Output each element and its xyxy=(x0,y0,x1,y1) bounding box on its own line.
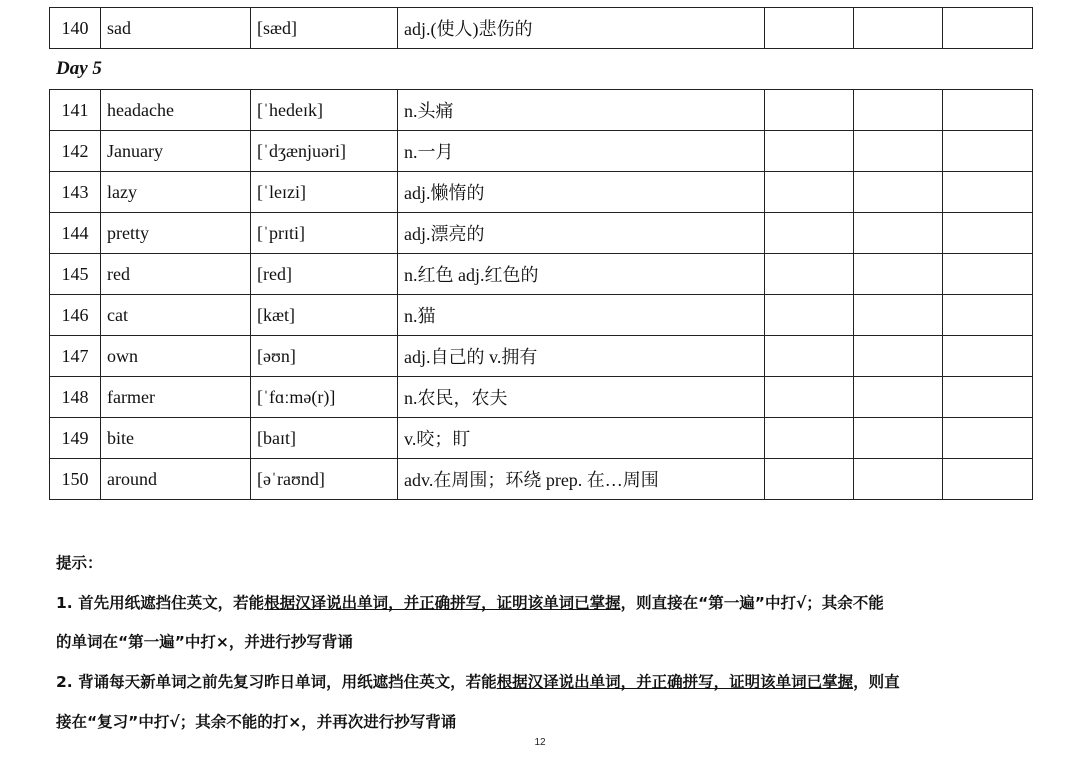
check-cell xyxy=(943,172,1033,213)
row-word: farmer xyxy=(101,377,251,418)
row-word: headache xyxy=(101,90,251,131)
check-cell xyxy=(854,213,943,254)
check-cell xyxy=(765,377,854,418)
check-cell xyxy=(765,459,854,500)
row-phonetic: [red] xyxy=(251,254,398,295)
page-number: 12 xyxy=(534,737,546,748)
row-phonetic: [əʊn] xyxy=(251,336,398,377)
row-phonetic: [sæd] xyxy=(251,8,398,49)
note-1-prefix: 1. 首先用纸遮挡住英文，若能 xyxy=(56,594,265,612)
row-word: pretty xyxy=(101,213,251,254)
check-cell xyxy=(765,295,854,336)
row-meaning: adj.漂亮的 xyxy=(398,213,765,254)
note-1-line-2: 的单词在“第一遍”中打×，并进行抄写背诵 xyxy=(56,633,353,651)
table-row xyxy=(50,8,1033,49)
check-cell xyxy=(854,131,943,172)
note-1-suffix: ，则直接在“第一遍”中打√；其余不能 xyxy=(620,594,884,612)
row-number: 147 xyxy=(50,336,101,377)
row-phonetic: [baɪt] xyxy=(251,418,398,459)
check-cell xyxy=(765,254,854,295)
check-cell xyxy=(765,418,854,459)
check-cell xyxy=(765,213,854,254)
row-word: around xyxy=(101,459,251,500)
check-cell xyxy=(854,459,943,500)
check-cell xyxy=(943,8,1033,49)
check-cell xyxy=(943,254,1033,295)
row-word: sad xyxy=(101,8,251,49)
note-1-line-1 xyxy=(56,591,884,613)
note-2-suffix: ，则直 xyxy=(853,673,900,691)
check-cell xyxy=(943,131,1033,172)
row-word: bite xyxy=(101,418,251,459)
row-meaning: adj.(使人)悲伤的 xyxy=(398,8,765,49)
table-row xyxy=(50,418,1033,459)
check-cell xyxy=(765,336,854,377)
row-number: 145 xyxy=(50,254,101,295)
check-cell xyxy=(854,295,943,336)
table-row xyxy=(50,90,1033,131)
table-row xyxy=(50,254,1033,295)
check-cell xyxy=(854,418,943,459)
row-word: January xyxy=(101,131,251,172)
check-cell xyxy=(765,90,854,131)
row-meaning: n.猫 xyxy=(398,295,765,336)
check-cell xyxy=(854,377,943,418)
row-phonetic: [ˈfɑːmə(r)] xyxy=(251,377,398,418)
row-meaning: adv.在周围；环绕 prep. 在…周围 xyxy=(398,459,765,500)
table-row xyxy=(50,172,1033,213)
row-word: own xyxy=(101,336,251,377)
row-meaning: n.红色 adj.红色的 xyxy=(398,254,765,295)
check-cell xyxy=(854,172,943,213)
row-meaning: n.农民，农夫 xyxy=(398,377,765,418)
note-2-line-2: 接在“复习”中打√；其余不能的打×，并再次进行抄写背诵 xyxy=(56,713,457,731)
row-number: 142 xyxy=(50,131,101,172)
check-cell xyxy=(943,295,1033,336)
row-meaning: adj.懒惰的 xyxy=(398,172,765,213)
table-row xyxy=(50,377,1033,418)
row-meaning: n.头痛 xyxy=(398,90,765,131)
check-cell xyxy=(765,172,854,213)
row-number: 149 xyxy=(50,418,101,459)
table-row xyxy=(50,336,1033,377)
table-row xyxy=(50,295,1033,336)
row-number: 146 xyxy=(50,295,101,336)
row-word: lazy xyxy=(101,172,251,213)
check-cell xyxy=(854,336,943,377)
notes-title: 提示： xyxy=(56,554,103,572)
day-heading: Day 5 xyxy=(56,58,102,79)
check-cell xyxy=(854,90,943,131)
row-number: 143 xyxy=(50,172,101,213)
table-row xyxy=(50,459,1033,500)
check-cell xyxy=(943,336,1033,377)
note-2-prefix: 2. 背诵每天新单词之前先复习昨日单词，用纸遮挡住英文，若能 xyxy=(56,673,497,691)
check-cell xyxy=(854,254,943,295)
row-number: 150 xyxy=(50,459,101,500)
row-phonetic: [ˈhedeɪk] xyxy=(251,90,398,131)
row-word: red xyxy=(101,254,251,295)
row-meaning: v.咬；盯 xyxy=(398,418,765,459)
check-cell xyxy=(765,8,854,49)
check-cell xyxy=(854,8,943,49)
row-phonetic: [ˈprɪti] xyxy=(251,213,398,254)
row-phonetic: [ˈleɪzi] xyxy=(251,172,398,213)
note-1-underlined: 根据汉译说出单词，并正确拼写，证明该单词已掌握 xyxy=(264,594,621,612)
check-cell xyxy=(943,213,1033,254)
note-2-line-1 xyxy=(56,670,900,692)
vocab-table xyxy=(49,89,1033,500)
row-phonetic: [ˈdʒænjuəri] xyxy=(251,131,398,172)
row-meaning: n.一月 xyxy=(398,131,765,172)
row-number: 144 xyxy=(50,213,101,254)
note-2-underlined: 根据汉译说出单词，并正确拼写，证明该单词已掌握 xyxy=(496,673,854,691)
check-cell xyxy=(943,459,1033,500)
check-cell xyxy=(943,418,1033,459)
row-phonetic: [kæt] xyxy=(251,295,398,336)
row-meaning: adj.自己的 v.拥有 xyxy=(398,336,765,377)
row-number: 140 xyxy=(50,8,101,49)
row-phonetic: [əˈraʊnd] xyxy=(251,459,398,500)
vocab-table-top xyxy=(49,7,1033,49)
row-number: 148 xyxy=(50,377,101,418)
check-cell xyxy=(943,90,1033,131)
row-number: 141 xyxy=(50,90,101,131)
check-cell xyxy=(765,131,854,172)
table-row xyxy=(50,213,1033,254)
table-row xyxy=(50,131,1033,172)
row-word: cat xyxy=(101,295,251,336)
check-cell xyxy=(943,377,1033,418)
